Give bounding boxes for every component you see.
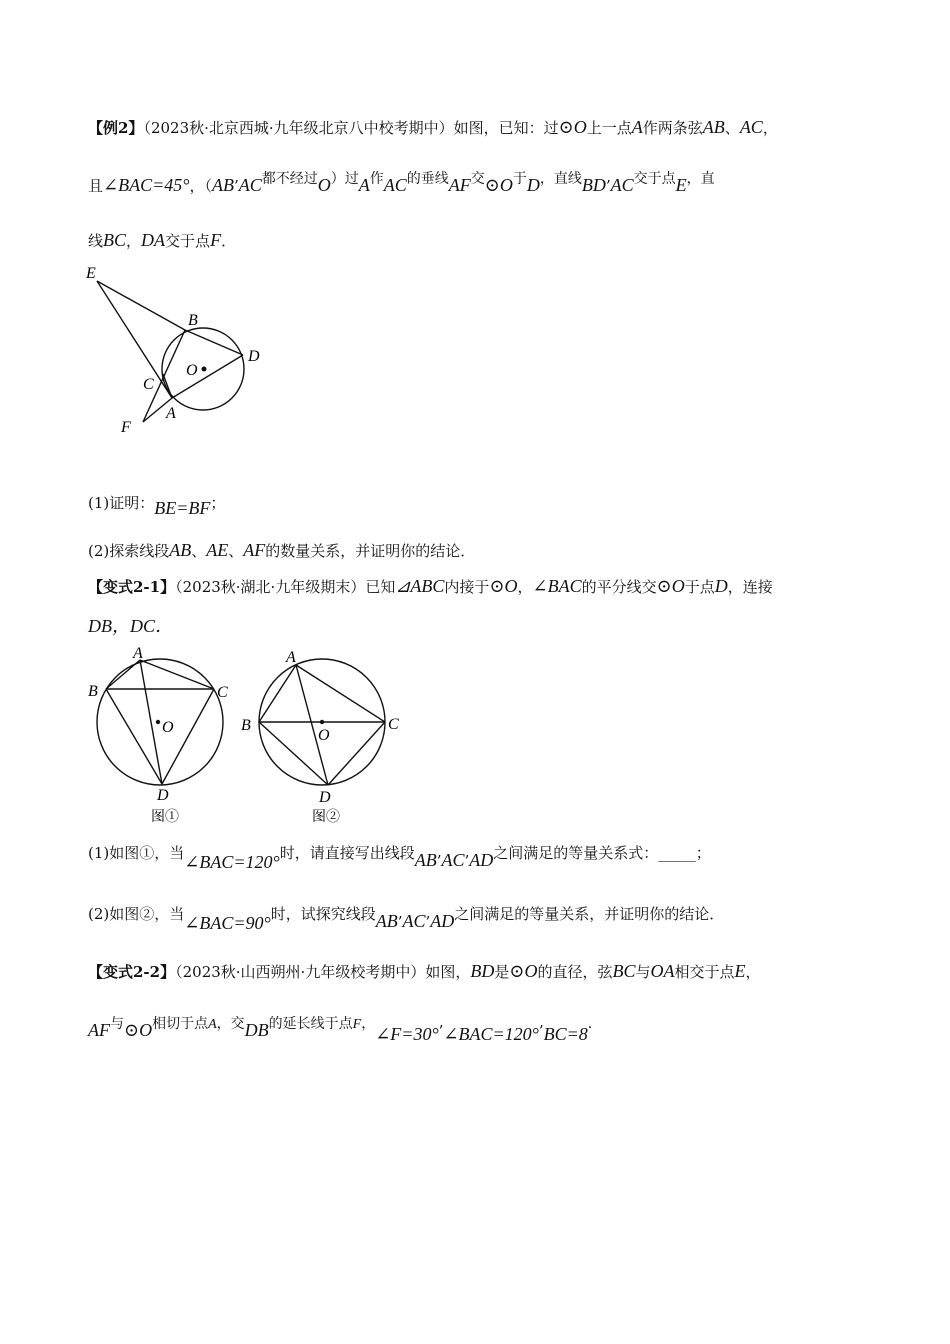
ex2-q2: (2)探索线段AB、AE、AF的数量关系，并证明你的结论． (88, 540, 476, 560)
v21-q1: (1)如图①，当∠BAC=120°时，请直接写出线段AB’AC’AD之间满足的等量关系式：_____； (88, 844, 711, 872)
v21-line-1: 【变式2-1】（2023秋·湖北·九年级期末）已知⊿ABC内接于⊙O，∠BAC的平分线交⊙O于点D，连接 (88, 576, 773, 596)
seg-AC (140, 660, 214, 689)
label-B: B (88, 683, 98, 700)
label-A: A (133, 645, 143, 662)
seg-CD (162, 689, 214, 784)
center-dot (156, 720, 160, 724)
label-O: O (162, 719, 174, 736)
label-C: C (143, 376, 154, 393)
v22-line-1: 【变式2-2】（2023秋·山西朔州·九年级校考期中）如图，BD是⊙O的直径，弦BC与OA相交于点E， (88, 961, 761, 981)
label-A: A (166, 405, 176, 422)
label-F: F (121, 419, 131, 436)
center-dot (202, 367, 207, 372)
v21-figure-1 (84, 644, 244, 826)
segment-AD (172, 355, 243, 398)
caption-fig1: 图① (151, 810, 179, 825)
segment-EA (97, 281, 172, 398)
v21-figure-2 (236, 644, 406, 826)
label-A: A (286, 649, 296, 666)
segment-EB (97, 281, 185, 330)
v21-title: 【变式2-1】 (88, 578, 176, 596)
seg-AB (259, 665, 296, 722)
v22-line-2: AF与⊙O相切于点A，交DB的延长线于点F，∠F=30°’∠BAC=120°’BC=8. (88, 1016, 593, 1044)
ex2-line-1: 【例2】（2023秋·北京西城·九年级北京八中校考期中）如图，已知：过⊙O上一点A作两条弦AB、AC， (88, 117, 778, 137)
label-C: C (217, 684, 228, 701)
label-B: B (241, 717, 251, 734)
ex2-line-2: 且∠BAC=45°，（AB’AC都不经过O）过A作AC的垂线AF交⊙O于D，直线BD’AC交于点E，直 (88, 171, 715, 195)
seg-AB (106, 660, 140, 689)
ex2-title: 【例2】 (88, 119, 144, 137)
caption-fig2: 图② (312, 810, 340, 825)
v21-line-2: DB，DC． (88, 616, 173, 636)
ex2-q1: (1)证明：BE=BF； (88, 494, 226, 518)
label-D: D (248, 348, 260, 365)
label-D: D (319, 789, 331, 806)
label-O: O (186, 362, 198, 379)
label-D: D (157, 787, 169, 804)
label-E: E (86, 265, 96, 282)
label-O: O (318, 727, 330, 744)
v21-q2: (2)如图②，当∠BAC=90°时，试探究线段AB’AC’AD之间满足的等量关系，并证明你的结论． (88, 905, 725, 933)
label-C: C (388, 716, 399, 733)
center-dot (320, 720, 324, 724)
v22-title: 【变式2-2】 (88, 963, 176, 981)
label-B: B (188, 312, 198, 329)
ex2-line-3: 线BC，DA交于点F． (88, 230, 237, 250)
ex2-figure (80, 258, 280, 440)
